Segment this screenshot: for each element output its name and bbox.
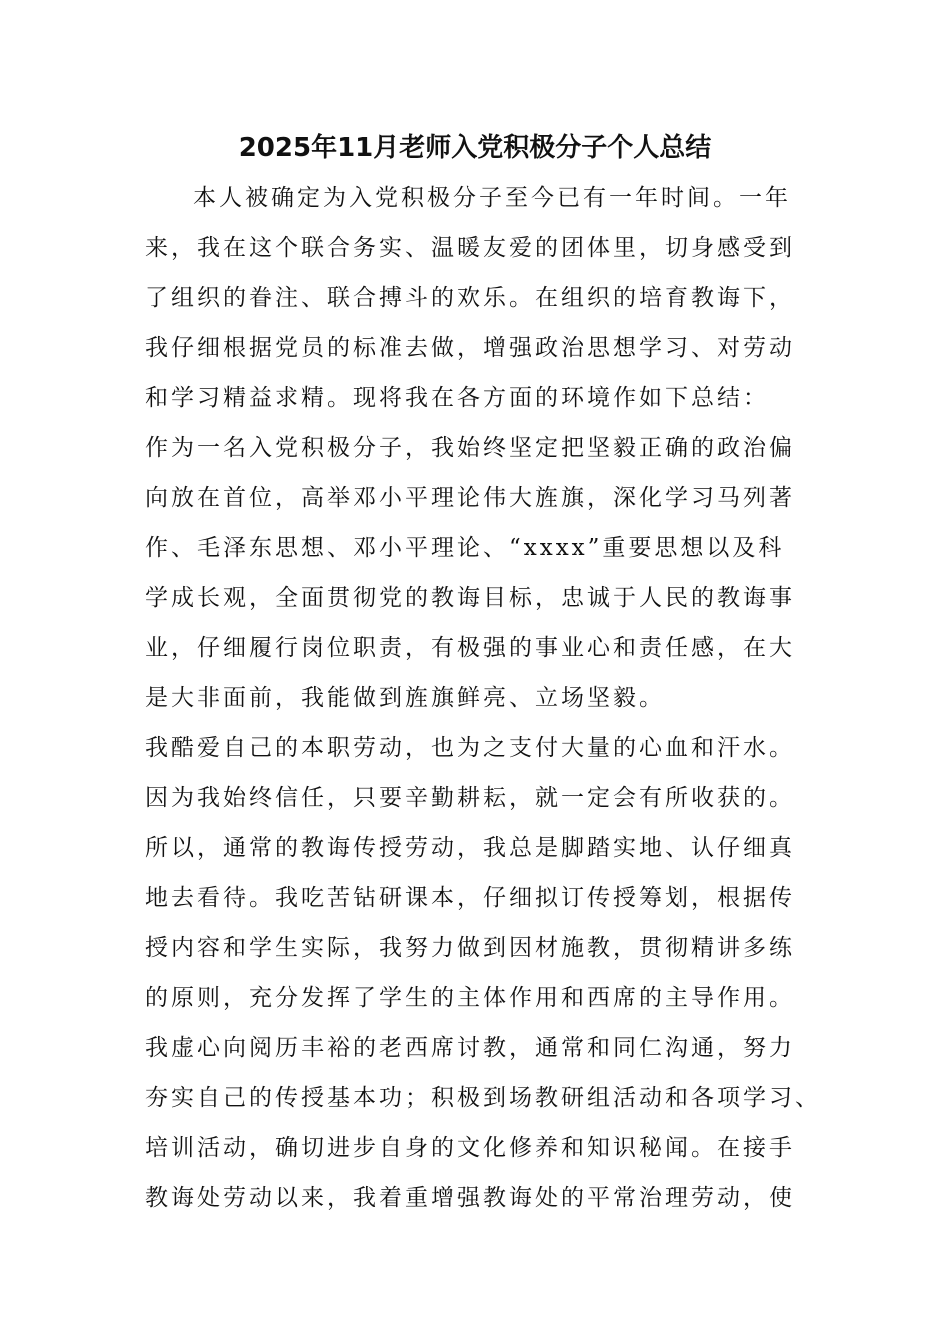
body-line: 我酷爱自己的本职劳动，也为之支付大量的心血和汗水。 — [145, 735, 795, 761]
body-line: 来，我在这个联合务实、温暖友爱的团体里，切身感受到 — [145, 235, 795, 261]
body-line: 因为我始终信任，只要辛勤耕耘，就一定会有所收获的。 — [145, 785, 795, 811]
body-line: 的原则，充分发挥了学生的主体作用和西席的主导作用。 — [145, 985, 795, 1011]
body-line: 向放在首位，高举邓小平理论伟大旌旗，深化学习马列著 — [145, 485, 795, 511]
body-line: 夯实自己的传授基本功；积极到场教研组活动和各项学习、 — [145, 1085, 821, 1111]
body-line: 我虚心向阅历丰裕的老西席讨教，通常和同仁沟通，努力 — [145, 1035, 795, 1061]
body-line: 作为一名入党积极分子，我始终坚定把坚毅正确的政治偏 — [145, 435, 795, 461]
body-line: 业，仔细履行岗位职责，有极强的事业心和责任感，在大 — [145, 635, 795, 661]
body-line: 作、毛泽东思想、邓小平理论、“xxxx”重要思想以及科 — [145, 535, 785, 561]
body-line: 和学习精益求精。现将我在各方面的环境作如下总结： — [145, 385, 769, 411]
body-line: 学成长观，全面贯彻党的教诲目标，忠诚于人民的教诲事 — [145, 585, 795, 611]
body-line: 了组织的眷注、联合搏斗的欢乐。在组织的培育教诲下， — [145, 285, 795, 311]
body-line: 教诲处劳动以来，我着重增强教诲处的平常治理劳动，使 — [145, 1185, 795, 1211]
body-line: 是大非面前，我能做到旌旗鲜亮、立场坚毅。 — [145, 685, 665, 711]
body-line: 我仔细根据党员的标准去做，增强政治思想学习、对劳动 — [145, 335, 795, 361]
document-title: 2025年11月老师入党积极分子个人总结 — [238, 133, 712, 163]
body-line: 授内容和学生实际，我努力做到因材施教，贯彻精讲多练 — [145, 935, 795, 961]
body-line: 培训活动，确切进步自身的文化修养和知识秘闻。在接手 — [145, 1135, 795, 1161]
body-line: 本人被确定为入党积极分子至今已有一年时间。一年 — [193, 185, 791, 211]
body-line: 所以，通常的教诲传授劳动，我总是脚踏实地、认仔细真 — [145, 835, 795, 861]
body-line: 地去看待。我吃苦钻研课本，仔细拟订传授筹划，根据传 — [145, 885, 795, 911]
